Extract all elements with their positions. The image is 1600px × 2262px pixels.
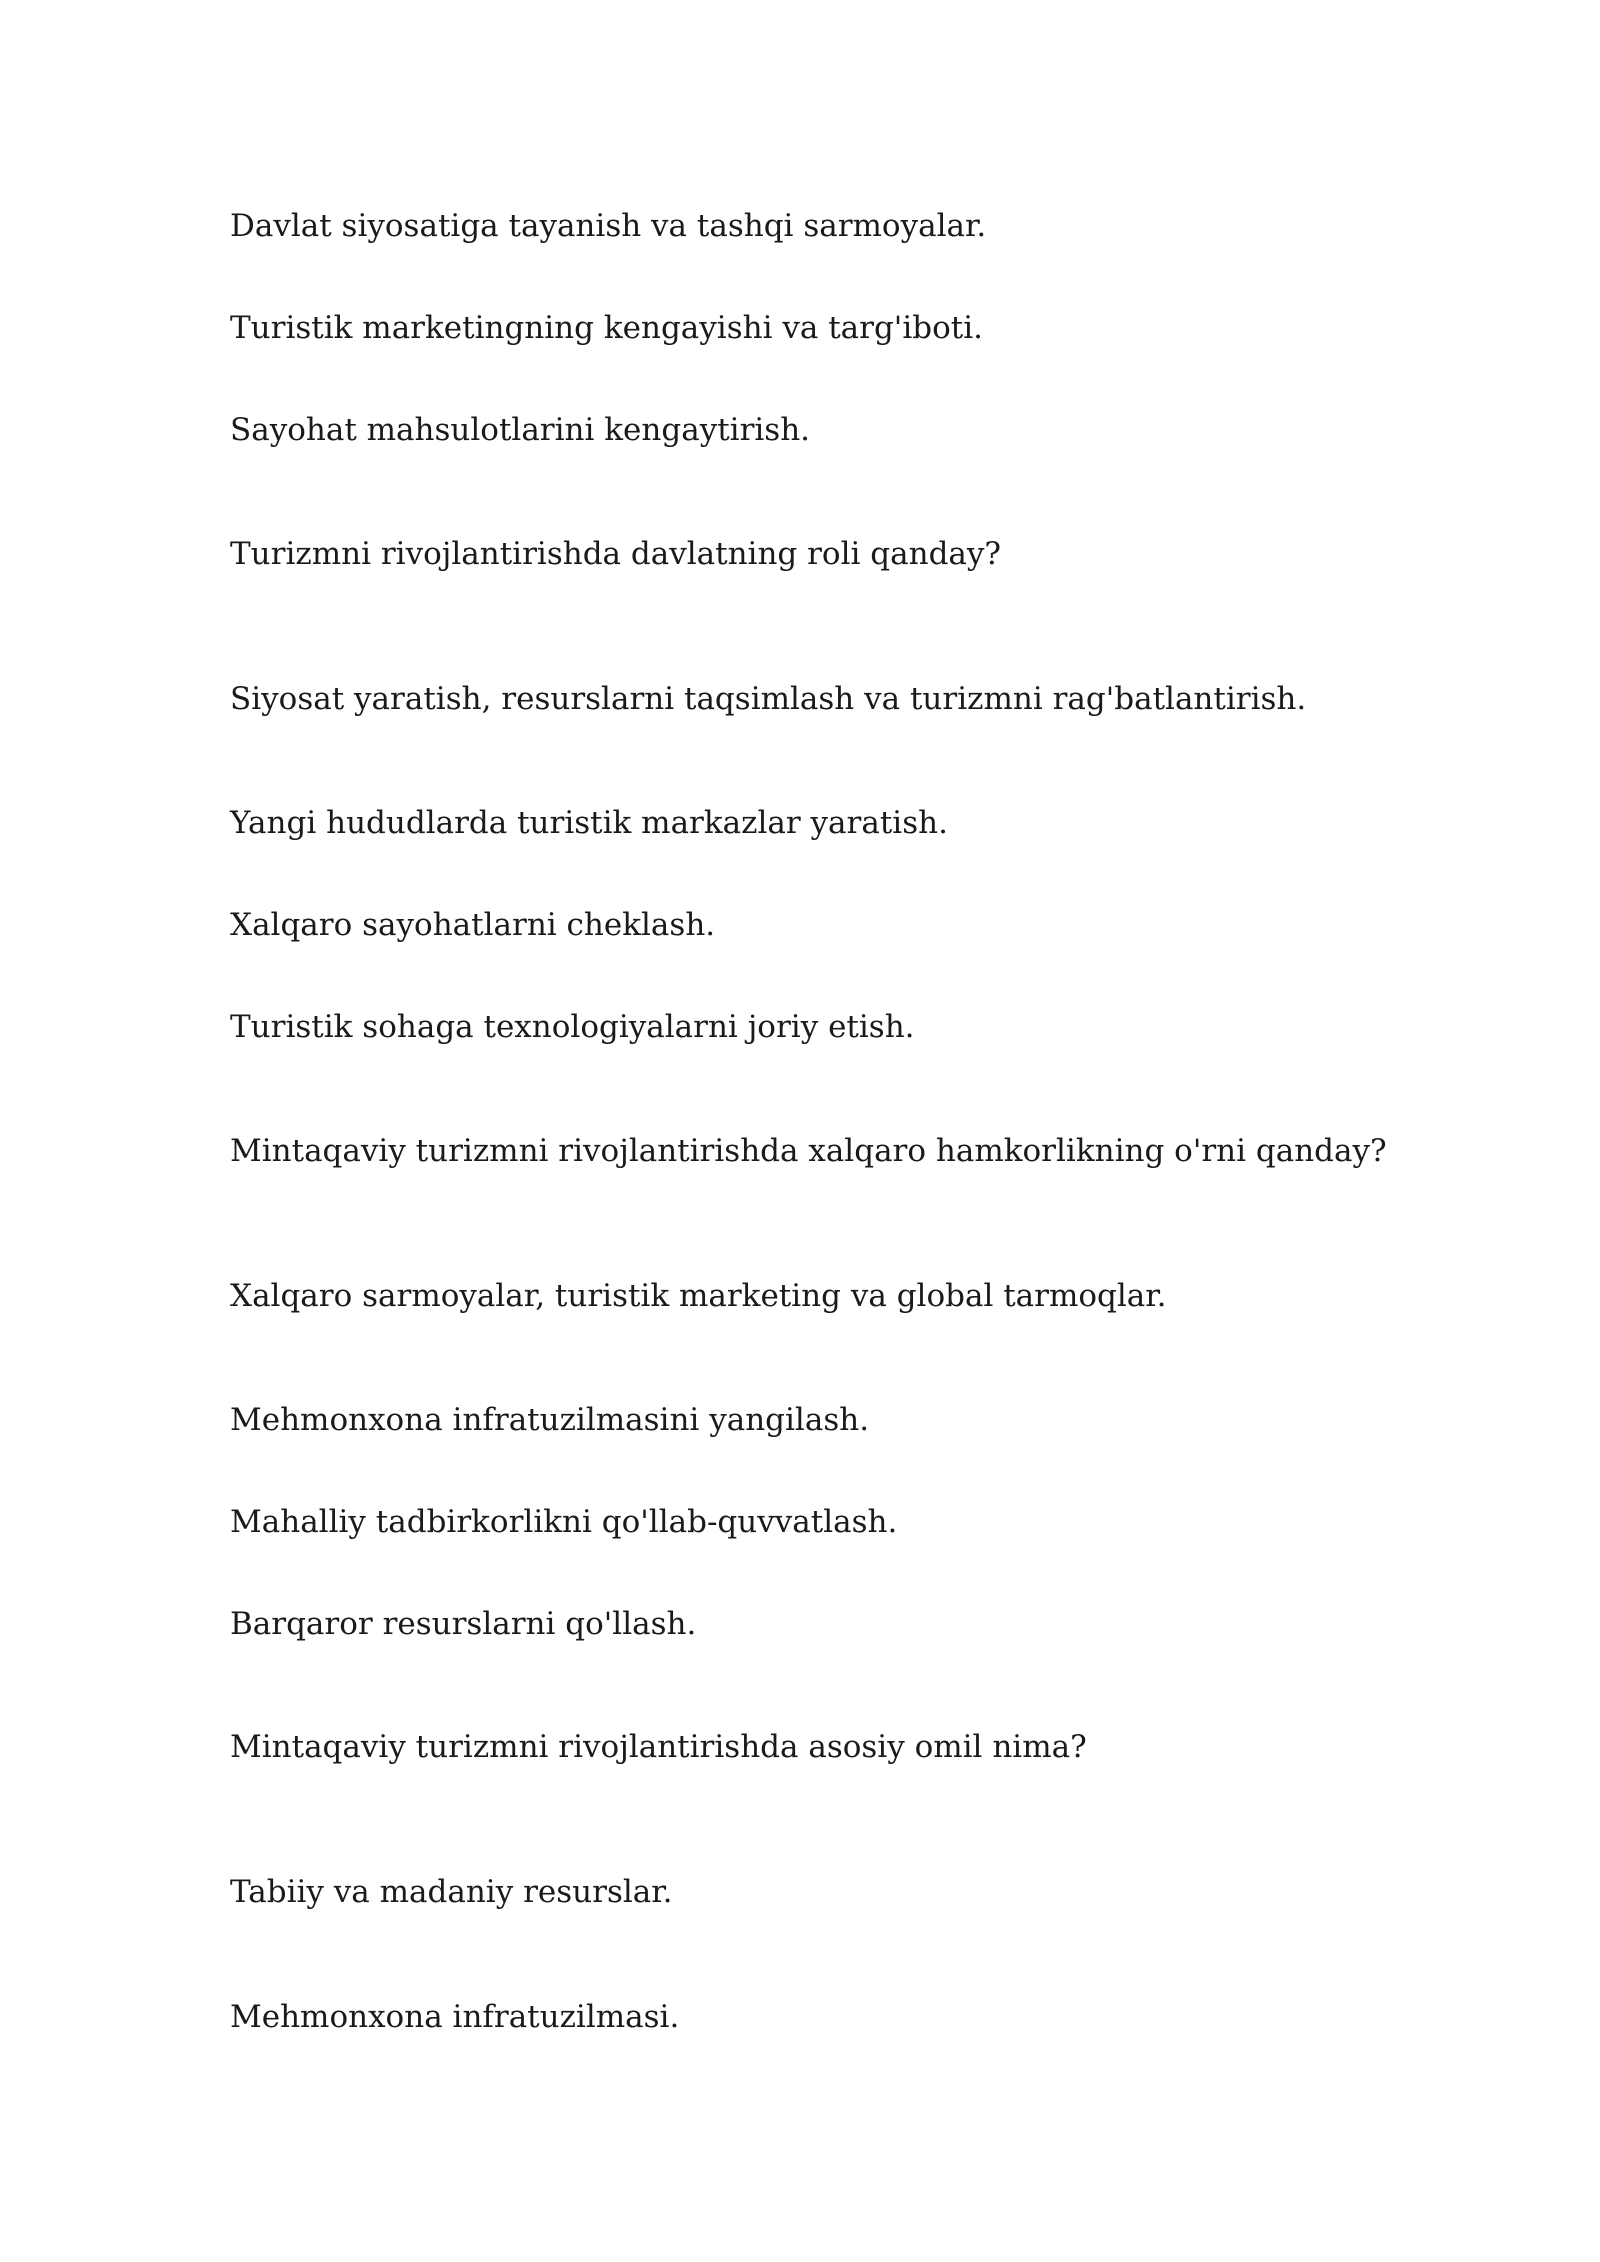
question-text: Turizmni rivojlantirishda davlatning roli qanday? <box>230 536 1002 572</box>
answer-option: Sayohat mahsulotlarini kengaytirish. <box>230 412 811 448</box>
answer-option: Tabiiy va madaniy resurslar. <box>230 1874 673 1910</box>
question-text: Mintaqaviy turizmni rivojlantirishda asosiy omil nima? <box>230 1729 1087 1765</box>
answer-option: Turistik sohaga texnologiyalarni joriy etish. <box>230 1009 915 1045</box>
answer-option: Yangi hududlarda turistik markazlar yaratish. <box>230 805 948 841</box>
answer-option: Mehmonxona infratuzilmasini yangilash. <box>230 1402 870 1438</box>
question-text: Mintaqaviy turizmni rivojlantirishda xalqaro hamkorlikning o'rni qanday? <box>230 1133 1387 1169</box>
answer-option: Davlat siyosatiga tayanish va tashqi sarmoyalar. <box>230 208 987 244</box>
answer-option: Mahalliy tadbirkorlikni qo'llab-quvvatlash. <box>230 1504 898 1540</box>
answer-option: Turistik marketingning kengayishi va targ'iboti. <box>230 310 983 346</box>
answer-option: Siyosat yaratish, resurslarni taqsimlash va turizmni rag'batlantirish. <box>230 681 1307 717</box>
answer-option: Xalqaro sayohatlarni cheklash. <box>230 907 716 943</box>
answer-option: Barqaror resurslarni qo'llash. <box>230 1606 697 1642</box>
answer-option: Xalqaro sarmoyalar, turistik marketing va global tarmoqlar. <box>230 1278 1167 1314</box>
answer-option: Mehmonxona infratuzilmasi. <box>230 1999 680 2035</box>
